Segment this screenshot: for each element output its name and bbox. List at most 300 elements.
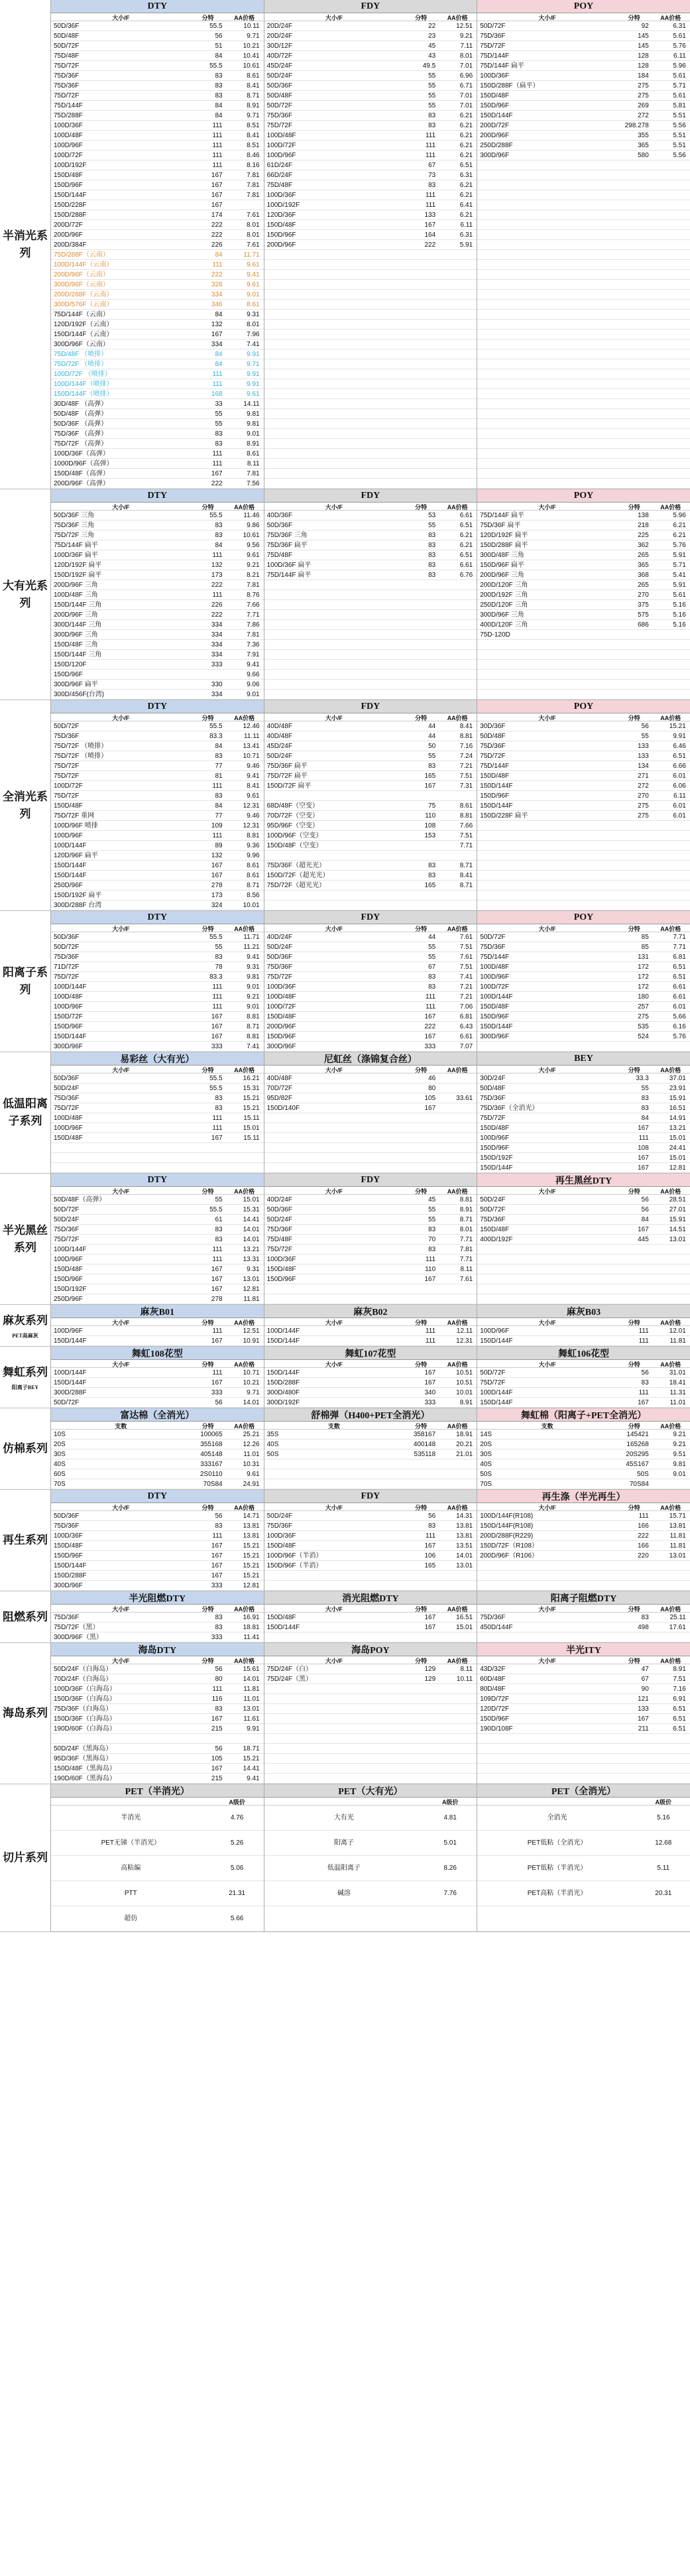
table-cell: 150D/48F — [266, 221, 296, 229]
table-cell: 75D/72F — [54, 62, 80, 70]
empty-row — [477, 369, 690, 379]
table-cell: 168 — [211, 391, 223, 398]
table-cell: 150D/228F — [54, 202, 87, 209]
table-cell: 7.71 — [459, 1236, 473, 1243]
table-cell: 75D/72F（超光光） — [266, 882, 325, 889]
table-cell: 75D/144F 扁平 — [54, 542, 98, 549]
empty-row — [51, 1163, 264, 1173]
subheader-cell: 大小/F — [112, 1361, 130, 1367]
empty-row — [264, 389, 477, 399]
table-row — [264, 81, 477, 91]
empty-row — [264, 1704, 477, 1714]
table-cell: 84 — [215, 251, 223, 259]
table-cell — [264, 851, 404, 860]
table-cell: 8.41 — [459, 872, 473, 879]
table-row — [264, 751, 477, 761]
table-cell: 138 — [638, 512, 649, 519]
table-cell: 6.11 — [460, 221, 473, 229]
table-row — [51, 1479, 264, 1489]
table-cell: 100D/96F — [266, 152, 296, 159]
table-cell: 111 — [212, 122, 223, 129]
table-cell: 128 — [638, 62, 649, 70]
subheader-cell: AA价格 — [447, 1319, 468, 1326]
empty-row — [264, 610, 477, 620]
table-cell: 400D/192F — [480, 1236, 513, 1243]
table-cell: 75D/144F 扁平 — [480, 512, 524, 519]
empty-row — [264, 1143, 477, 1153]
empty-row — [477, 1774, 690, 1784]
empty-row — [477, 670, 690, 680]
table-cell: 6.11 — [673, 52, 686, 60]
table-cell: 50D/24F — [266, 1216, 292, 1223]
table-cell: 150D/192F 扁平 — [54, 572, 102, 579]
table-cell: 150D/144F — [480, 1023, 513, 1030]
price-column — [477, 1784, 690, 1932]
column-subheader — [51, 1066, 264, 1073]
table-row — [51, 1326, 264, 1336]
subheader-cell: AA价格 — [660, 1504, 681, 1511]
subheader-cell: AA价格 — [234, 715, 255, 721]
table-cell: 13.81 — [456, 1532, 473, 1540]
table-cell: 7.71 — [459, 842, 473, 849]
table-row — [51, 359, 264, 369]
table-row — [477, 1881, 690, 1906]
table-cell: 50D/72F — [54, 723, 80, 730]
table-cell: 6.31 — [459, 172, 473, 179]
table-cell: 50D/72F — [54, 944, 80, 951]
table-cell: 9.66 — [247, 671, 260, 678]
table-cell: 131 — [638, 953, 649, 961]
table-cell: 30D/24F — [480, 1075, 506, 1082]
table-row — [264, 1521, 477, 1531]
column-subheader — [477, 1066, 690, 1073]
empty-row — [477, 170, 690, 180]
table-cell: 100D/36F — [266, 983, 296, 991]
table-cell: 100D/72F — [266, 142, 296, 149]
table-cell: 445 — [638, 1236, 649, 1243]
table-cell: 450D/144F — [480, 1624, 513, 1631]
table-cell: 167 — [211, 1542, 223, 1550]
empty-row — [477, 871, 690, 881]
empty-row — [264, 250, 477, 260]
column-subheader — [264, 503, 477, 511]
table-cell: 346 — [211, 301, 223, 308]
table-cell: 75D/72F — [480, 1115, 506, 1122]
table-cell: 30D/48F （高弹） — [54, 400, 108, 408]
table-row — [51, 1581, 264, 1591]
table-cell: 55.5 — [209, 1075, 223, 1082]
table-cell — [438, 791, 477, 800]
table-cell: 84 — [215, 361, 223, 368]
table-row — [264, 51, 477, 61]
table-cell: 70S84 — [203, 1481, 223, 1488]
table-cell: 100D/144F（喷排） — [54, 381, 113, 388]
table-cell: 75D/72F — [54, 1105, 80, 1112]
table-cell: 167 — [211, 1286, 223, 1293]
table-cell: 56 — [428, 1512, 436, 1520]
table-cell: 80 — [215, 1676, 223, 1683]
table-cell: 150D/144F — [54, 1562, 87, 1569]
table-cell: 13.81 — [243, 1532, 260, 1540]
table-cell: 9.31 — [247, 311, 260, 318]
table-cell: 12.51 — [456, 23, 473, 30]
table-row — [51, 630, 264, 640]
subheader-cell — [51, 1798, 211, 1805]
table-row — [264, 21, 477, 31]
table-cell: 14.01 — [243, 1226, 260, 1233]
empty-row — [51, 1143, 264, 1153]
table-cell: 200D/96F — [266, 1023, 296, 1030]
table-row — [477, 51, 690, 61]
table-cell: 75 — [428, 802, 436, 810]
table-row — [264, 1336, 477, 1346]
table-row — [51, 429, 264, 439]
empty-row — [477, 409, 690, 419]
empty-row — [264, 1284, 477, 1294]
table-row — [477, 530, 690, 540]
table-cell: 10.91 — [243, 1337, 260, 1345]
empty-row — [477, 861, 690, 871]
table-row — [477, 811, 690, 821]
table-cell — [617, 630, 652, 639]
table-cell: 265 — [638, 582, 649, 589]
table-cell: 2S0110 — [200, 1471, 223, 1478]
table-row — [51, 1440, 264, 1449]
table-cell: 167 — [638, 1715, 649, 1723]
table-cell: 150D/48F — [480, 1003, 510, 1011]
empty-row — [477, 349, 690, 359]
table-cell: 10.11 — [243, 23, 260, 30]
table-cell: 7.41 — [247, 1043, 260, 1050]
column-subheader — [51, 1798, 264, 1806]
price-column — [264, 1052, 477, 1173]
subheader-cell: AA价格 — [447, 1361, 468, 1368]
table-row — [477, 580, 690, 590]
table-cell: 167 — [424, 1033, 436, 1040]
table-cell: 225 — [638, 532, 649, 539]
empty-row — [477, 439, 690, 449]
table-cell: 9.56 — [247, 542, 260, 549]
table-cell: 150D/288F — [54, 1572, 87, 1579]
column-subheader — [477, 1605, 690, 1613]
empty-row — [264, 1133, 477, 1143]
subheader-cell: 分特 — [628, 1606, 640, 1613]
table-row — [51, 1032, 264, 1042]
table-cell: 9.71 — [247, 1389, 260, 1396]
table-cell: 222 — [638, 1532, 649, 1540]
series-label-wrap — [3, 1364, 48, 1391]
table-row — [51, 449, 264, 459]
subheader-cell: 大小/F — [538, 1658, 556, 1664]
table-row — [264, 1430, 477, 1440]
table-cell: 111 — [212, 1246, 223, 1253]
table-cell: 7.61 — [247, 241, 260, 249]
subheader-cell: 大小/F — [538, 15, 556, 21]
table-cell: 50D/24F — [266, 944, 292, 951]
table-cell: 83 — [215, 1236, 223, 1243]
table-cell: 75D/72F — [480, 753, 506, 760]
empty-row — [264, 1694, 477, 1704]
table-cell: 83 — [428, 572, 436, 579]
table-cell: 333 — [424, 1043, 436, 1050]
table-row — [51, 741, 264, 751]
table-cell: 56 — [215, 1399, 223, 1406]
table-row — [51, 330, 264, 339]
table-cell: 167 — [211, 1266, 223, 1273]
table-cell: 83 — [428, 1246, 436, 1253]
table-cell: 275 — [638, 1013, 649, 1020]
table-cell: 6.21 — [459, 192, 473, 199]
table-cell — [404, 851, 438, 860]
empty-row — [477, 429, 690, 439]
table-row — [264, 1551, 477, 1561]
table-cell: 31.01 — [669, 1369, 686, 1377]
table-cell: 150D/144F(R108) — [480, 1522, 534, 1530]
series-label — [0, 1347, 50, 1408]
table-cell: 43 — [428, 52, 436, 60]
table-cell: 100D/96F — [54, 1327, 83, 1335]
empty-row — [477, 1632, 690, 1642]
table-cell: 300D/576F（云南） — [54, 301, 113, 308]
subheader-cell: 分特 — [201, 1067, 214, 1073]
empty-row — [477, 1245, 690, 1255]
table-cell: 83.3 — [209, 973, 223, 981]
table-cell: 13.31 — [243, 1256, 260, 1263]
empty-row — [264, 890, 477, 900]
empty-row — [477, 1906, 690, 1932]
table-row — [477, 1022, 690, 1032]
table-cell: 270 — [638, 792, 649, 800]
table-row — [264, 1042, 477, 1052]
series-label-text: 半消光系列 — [3, 229, 48, 259]
empty-row — [477, 250, 690, 260]
table-cell: 111 — [425, 1256, 436, 1263]
empty-row — [264, 1163, 477, 1173]
table-cell: 6.61 — [459, 512, 473, 519]
table-cell: 8.76 — [247, 591, 260, 599]
table-row — [51, 220, 264, 230]
table-row — [51, 1336, 264, 1346]
table-cell: 75D/36F — [480, 944, 506, 951]
table-cell: 150D/144F — [266, 1337, 300, 1345]
table-cell: 133 — [638, 743, 649, 750]
subheader-cell: 分特 — [628, 1658, 640, 1664]
series-label-wrap — [3, 1312, 48, 1339]
table-cell: 4.81 — [443, 1814, 457, 1821]
table-row — [477, 1205, 690, 1215]
table-row — [51, 811, 264, 821]
table-cell: 300D/96F（云南） — [54, 341, 109, 348]
table-cell: 9.41 — [247, 661, 260, 668]
subheader-cell: AA价格 — [234, 1188, 255, 1195]
table-row — [477, 952, 690, 962]
table-row — [51, 1754, 264, 1764]
table-cell: 100D/144F — [480, 993, 513, 1001]
price-column — [477, 1591, 690, 1642]
subheader-cell: 大小/F — [538, 715, 556, 721]
empty-row — [264, 260, 477, 270]
empty-row — [477, 831, 690, 841]
table-row — [477, 1430, 690, 1440]
table-row — [264, 871, 477, 881]
table-cell: 150D/96F — [54, 1552, 83, 1560]
table-cell: 40D/72F — [266, 52, 292, 60]
table-row — [477, 1531, 690, 1541]
table-cell: 75D/36F — [54, 72, 80, 80]
table-cell: 75D/36F — [54, 1614, 80, 1621]
table-cell: 75D/48F （喷排） — [54, 351, 108, 358]
table-row — [51, 280, 264, 290]
table-row — [51, 1398, 264, 1408]
table-row — [477, 1831, 690, 1856]
table-cell: 15.21 — [243, 1095, 260, 1102]
table-cell: 9.81 — [673, 1461, 686, 1468]
table-cell: 150D/144F — [480, 112, 513, 119]
table-cell: 10.51 — [456, 1379, 473, 1386]
table-row — [477, 1469, 690, 1479]
empty-row — [477, 359, 690, 369]
table-row — [264, 942, 477, 952]
table-cell: 13.01 — [669, 1552, 686, 1560]
table-cell: 300D/288F 台湾 — [54, 902, 102, 909]
table-row — [51, 972, 264, 982]
price-column — [50, 0, 264, 489]
table-cell: 75D/36F — [54, 1226, 80, 1233]
table-row — [477, 590, 690, 600]
table-cell: 105 — [424, 1095, 436, 1102]
table-row — [264, 1083, 477, 1093]
table-cell: 55.5 — [209, 934, 223, 941]
series-label-text: 阳离子系列 — [3, 966, 48, 996]
empty-row — [477, 690, 690, 700]
table-row — [51, 1133, 264, 1143]
table-row — [477, 1123, 690, 1133]
subheader-cell: AA价格 — [660, 15, 681, 21]
subheader-cell: 大小/F — [112, 1319, 130, 1325]
table-row — [51, 1430, 264, 1440]
table-cell: 106 — [424, 1552, 436, 1560]
empty-row — [264, 1571, 477, 1581]
table-row — [477, 121, 690, 131]
table-cell: 20.21 — [456, 1441, 473, 1448]
empty-row — [264, 640, 477, 650]
table-row — [477, 1541, 690, 1551]
table-cell: 580 — [638, 152, 649, 159]
table-cell: 100D/48F — [54, 132, 83, 139]
table-row — [51, 459, 264, 469]
table-cell: 9.21 — [459, 32, 473, 40]
table-cell: 61D/24F — [266, 162, 292, 169]
table-cell: 111 — [212, 552, 223, 559]
table-cell: 13.81 — [243, 1522, 260, 1530]
subheader-cell: AA价格 — [660, 1319, 681, 1326]
table-cell: 100D/144F — [266, 1327, 300, 1335]
table-cell: 190D/108F — [480, 1725, 513, 1733]
empty-row — [477, 280, 690, 290]
table-cell: 15.21 — [243, 1562, 260, 1569]
table-cell: 9.91 — [673, 733, 686, 740]
table-cell: 100D/96F — [480, 973, 510, 981]
table-cell: 75D/48F — [266, 182, 292, 189]
table-row — [477, 1714, 690, 1724]
subheader-cell: 分特 — [628, 715, 640, 721]
column-subheader — [264, 924, 477, 932]
empty-row — [264, 1294, 477, 1304]
table-cell: 7.31 — [459, 782, 473, 790]
table-row — [51, 1378, 264, 1388]
table-cell: 14.01 — [243, 1236, 260, 1243]
table-row — [264, 1881, 477, 1906]
table-cell: 275 — [638, 812, 649, 820]
table-cell: 5.96 — [673, 62, 686, 70]
table-cell: 15.31 — [243, 1085, 260, 1092]
subheader-cell: 大小/F — [325, 715, 343, 721]
price-column — [264, 489, 477, 700]
column-header: DTY — [51, 700, 264, 713]
table-cell: 75D/36F（全消光） — [480, 1105, 539, 1112]
table-row — [477, 1623, 690, 1632]
table-cell: 55 — [641, 1085, 649, 1092]
subheader-cell: AA价格 — [234, 926, 255, 932]
table-cell: 167 — [424, 1542, 436, 1550]
table-cell: 133 — [638, 1705, 649, 1713]
empty-row — [264, 900, 477, 910]
table-cell: 12.11 — [456, 1327, 473, 1335]
table-cell: 14.01 — [243, 1676, 260, 1683]
table-cell: 355 — [638, 132, 649, 139]
table-row — [264, 841, 477, 851]
table-row — [51, 680, 264, 690]
table-cell: 12.31 — [243, 802, 260, 810]
table-cell: 21.31 — [229, 1890, 246, 1897]
series-columns — [50, 1052, 690, 1173]
table-cell: 56 — [641, 1206, 649, 1213]
column-header: PET（大有光） — [264, 1784, 477, 1798]
table-cell: 23 — [428, 32, 436, 40]
table-cell: 100D/144F（云南） — [54, 261, 113, 269]
table-row — [51, 861, 264, 871]
table-row — [51, 1449, 264, 1459]
table-cell: 6.01 — [673, 812, 686, 820]
table-cell: 9.61 — [247, 552, 260, 559]
subheader-cell: AA价格 — [234, 1606, 255, 1613]
empty-row — [264, 1153, 477, 1163]
price-column — [50, 700, 264, 910]
table-cell: 166 — [638, 1522, 649, 1530]
table-cell — [652, 1479, 690, 1489]
table-cell: 6.61 — [459, 562, 473, 569]
table-cell: 222 — [211, 231, 223, 239]
table-row — [51, 650, 264, 660]
table-cell: 55 — [428, 82, 436, 90]
table-cell: 75D/36F — [480, 1614, 506, 1621]
table-cell: 150D/96F — [54, 1023, 83, 1030]
table-cell — [404, 791, 438, 800]
table-row — [51, 1561, 264, 1571]
table-cell: 16.51 — [669, 1105, 686, 1112]
table-row — [51, 1215, 264, 1225]
table-cell: 10.71 — [243, 1369, 260, 1377]
table-cell: 15.01 — [669, 1135, 686, 1142]
table-cell: 7.51 — [459, 772, 473, 780]
table-cell: 215 — [211, 1725, 223, 1733]
column-subheader — [264, 1798, 477, 1806]
table-cell: 83 — [428, 182, 436, 189]
table-cell: 111 — [212, 371, 223, 378]
table-cell: 200D/96F 三角 — [54, 611, 98, 619]
subheader-cell: 分特 — [628, 926, 640, 932]
table-cell: 10.21 — [243, 42, 260, 50]
